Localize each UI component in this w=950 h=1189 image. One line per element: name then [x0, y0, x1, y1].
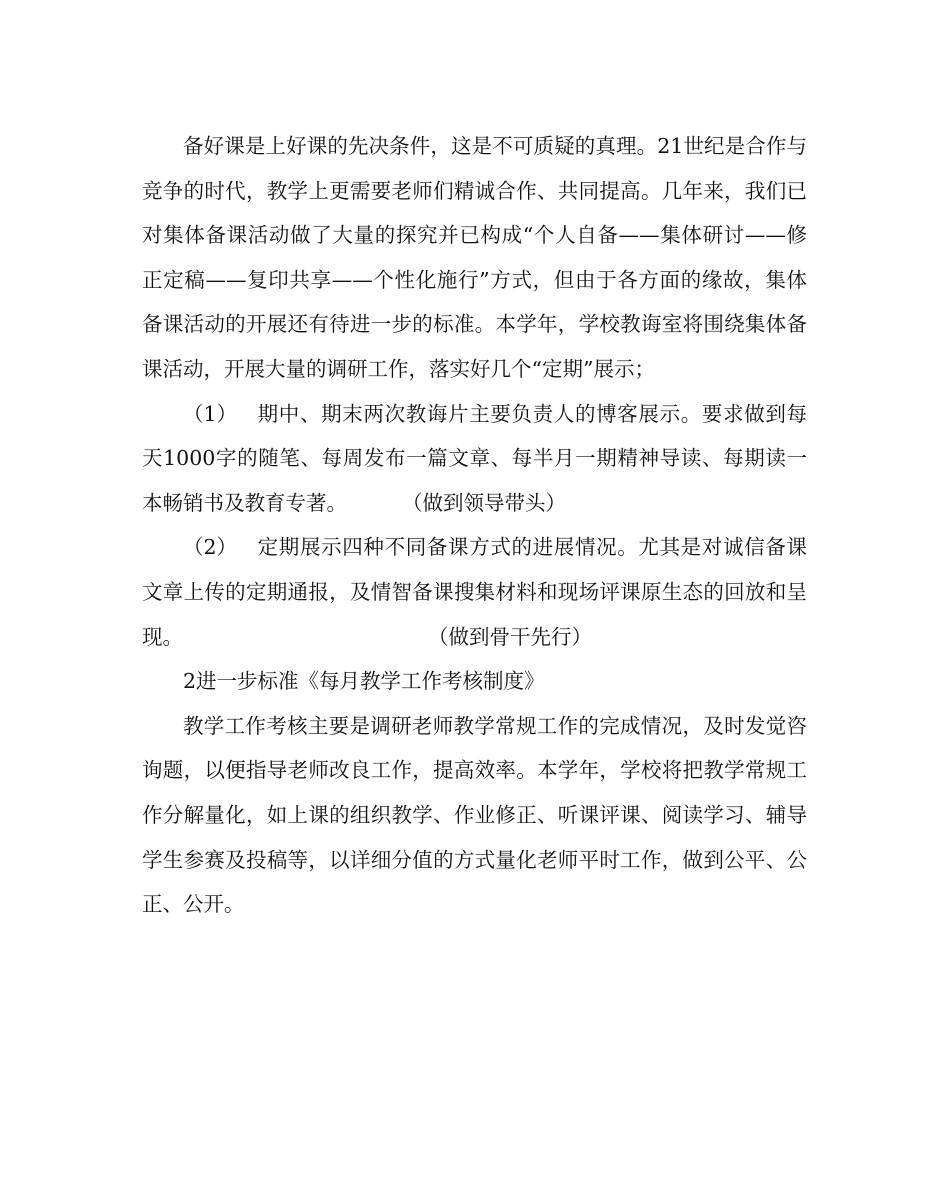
list-item-text: 定期展示四种不同备课方式的进展情况。尤其是对诚信备课文章上传的定期通报，及情智备课搜集材料和现场评课原生态的回放和呈现。 [142, 535, 807, 649]
list-item-prep-modes-showcase [142, 525, 807, 659]
document-body [142, 124, 807, 927]
list-item-blog-showcase [142, 392, 807, 526]
paragraph-teaching-assessment: 教学工作考核主要是调研老师教学常规工作的完成情况，及时发觉咨询题，以便指导老师改良工作，提高效率。本学年，学校将把教学常规工作分解量化，如上课的组织教学、作业修正、听课评课、阅读学习、辅导学生参赛及投稿等，以详细分值的方式量化老师平时工作，做到公平、公正、公开。 [142, 713, 807, 917]
paragraph-collective-lesson-prep: 备好课是上好课的先决条件，这是不可质疑的真理。21世纪是合作与竞争的时代，教学上更需要老师们精诚合作、共同提高。几年来，我们已对集体备课活动做了大量的探究并已构成“个人自备——集体研讨——修正定稿——复印共享——个性化施行”方式，但由于各方面的缘故，集体备课活动的开展还有待进一步的标准。本学年，学校教诲室将围绕集体备课活动，开展大量的调研工作，落实好几个“定期”展示； [142, 134, 807, 381]
list-item-number: （2） [183, 535, 238, 560]
section-heading-monthly-assessment: 2进一步标准《每月教学工作考核制度》 [183, 669, 545, 694]
list-item-text: 期中、期末两次教诲片主要负责人的博客展示。要求做到每天1000字的随笔、每周发布一篇文章、每半月一期精神导读、每期读一本畅销书及教育专著。 [142, 401, 807, 515]
list-item-note: （做到骨干先行） [428, 624, 592, 649]
list-item-note: （做到领导带头） [402, 490, 566, 515]
list-item-number: （1） [183, 401, 238, 426]
